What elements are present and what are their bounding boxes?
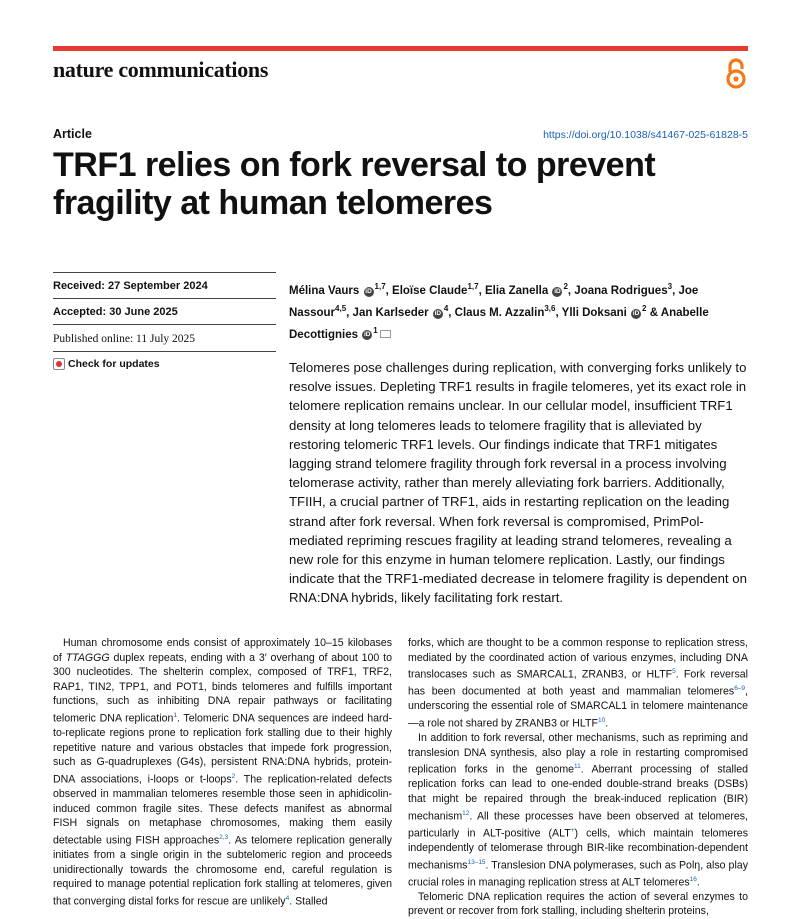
text-run: forks, which are thought to be a common response to replication stress, mediated by the coordinated action of various enzymes, including DNA translocases such as SMARCAL1, ZRANB3, or HLTF: [408, 637, 748, 681]
journal-name[interactable]: nature communications: [53, 57, 269, 82]
author-affiliation: 2: [642, 303, 647, 313]
author-name[interactable]: Jan Karlseder: [352, 306, 429, 319]
citation-ref[interactable]: 13–15: [467, 858, 486, 866]
citation-ref[interactable]: 2,3: [219, 833, 229, 841]
published-date: Published online: 11 July 2025: [53, 333, 196, 345]
author-affiliation: 4: [443, 303, 449, 313]
citation-ref[interactable]: 2: [231, 772, 236, 780]
text-run: . Aberrant processing of stalled replication forks can lead to one-ended double-strand breaks (DSBs) that might be repaired through the break-induced replication (BIR) mechanism: [408, 763, 748, 823]
text-run: Human chromosome ends consist of approximately 10–15 kilobases of: [53, 637, 392, 664]
text-run: . All these processes have been observed at telomeres, particularly in ALT-positive (ALT: [408, 810, 748, 840]
accepted-date: Accepted: 30 June 2025: [53, 306, 178, 318]
author-affiliation: 1: [373, 325, 378, 335]
body-paragraph: [408, 890, 748, 919]
citation-ref[interactable]: 10: [597, 717, 606, 725]
text-run: duplex repeats, ending with a 3′ overhang of about 100 to 300 nucleotides. The shelterin complex, composed of TRF1, TRF2, RAP1, TIN2, TPP1, and POT1, binds telomeres and fulfills important functions, such as inhibiting DNA repair pathways or facilitating telomeric DNA replication: [53, 651, 393, 725]
citation-ref[interactable]: 6–9: [734, 685, 746, 693]
orcid-icon[interactable]: iD: [434, 309, 442, 317]
author-affiliation: 2: [563, 282, 568, 291]
text-run: In addition to fork reversal, other mechanisms, such as repriming and translesion DNA synthesis, also play a role in restarting compromised replication forks in the genome: [408, 732, 748, 776]
citation-ref[interactable]: 4: [285, 894, 290, 902]
author-affiliation: 3,6: [544, 303, 556, 313]
author-name[interactable]: Elia Zanella: [484, 284, 549, 297]
text-run: . Stalled: [289, 895, 328, 908]
author-name[interactable]: Claus M. Azzalin: [454, 306, 545, 319]
author-affiliation: 1,7: [467, 282, 479, 291]
meta-divider: [53, 324, 276, 325]
italic-text: TTAGGG: [65, 651, 110, 664]
citation-ref[interactable]: +: [570, 826, 575, 834]
author-name[interactable]: Joana Rodrigues: [574, 284, 668, 297]
citation-ref[interactable]: 5: [672, 668, 676, 676]
orcid-icon[interactable]: iD: [365, 287, 372, 295]
body-paragraph: [53, 636, 392, 909]
text-run: . Telomeric DNA sequences are indeed hard-to-replicate regions prone to replication fork stalling due to their highly repetitive nature and various obstacles that impede fork progression, such as G-quadruplexes (G4s), persistent RNA:DNA hybrids, protein-DNA associations, i-loops or t-loops: [53, 712, 392, 786]
article-title: TRF1 relies on fork reversal to prevent fragility at human telomeres: [53, 146, 656, 222]
meta-divider: [53, 351, 276, 352]
text-run: Telomeric DNA replication requires the action of several enzymes to prevent or recover from fork stalling, including shelterin proteins,: [408, 890, 748, 918]
body-paragraph: [408, 636, 748, 731]
abstract: Telomeres pose challenges during replication, with converging forks unlikely to resolve issues. Depleting TRF1 results in fragile telomeres, yet its exact role in telomere replication remains unclear. In our cellular model, insufficient TRF1 density at long telomeres leads to telomere fragility that is alleviated by restoring telomeric TRF1 levels. Our findings indicate that TRF1 mitigates lagging strand telomere fragility through fork reversal in a process involving telomerase activity, rather than merely alleviating fork barriers. Additionally, TFIIH, a crucial partner of TRF1, aids in restarting replication on the leading strand after fork reversal. When fork reversal is compromised, PrimPol-mediated repriming rescues fragility at leading strand telomeres, revealing a new role for this enzyme in human telomere replication. Lastly, our findings indicate that the TRF1-mediated decrease in telomere fragility is dependent on RNA:DNA hybrids, likely facilitating fork restart.: [289, 360, 747, 606]
citation-ref[interactable]: 1: [173, 711, 178, 719]
citation-ref[interactable]: 12: [462, 809, 470, 817]
text-run: ) cells, which maintain telomeres independently of telomerase through BIR-like recombination-dependent mechanisms: [408, 827, 748, 872]
author-affiliation: 1,7: [374, 282, 386, 291]
check-updates-icon: [53, 358, 65, 370]
text-run: . The replication-related defects observed in mammalian telomeres resemble those seen in aphidicolin-induced common fragile sites. These defects manifest as abnormal FISH signals on metaphase chromosomes, making them easily detectable using FISH approaches: [53, 773, 392, 847]
text-run: . As telomere replication generally initiates from a single origin in the subtelomeric region and proceeds unidirectionally towards the chromosome end, careful regulation is required to manage potential replication fork stalling at telomeres, given that converging distal forks for rescue are unlikely: [53, 834, 392, 908]
text-run: .: [696, 876, 700, 889]
check-for-updates-button[interactable]: [53, 358, 160, 370]
author-name[interactable]: Mélina Vaurs: [289, 284, 360, 297]
text-run: . Fork reversal has been documented at both yeast and mammalian telomeres: [408, 668, 748, 698]
received-date: Received: 27 September 2024: [53, 280, 208, 292]
author-name[interactable]: Eloïse Claude: [392, 284, 468, 297]
citation-ref[interactable]: 16: [689, 875, 697, 883]
check-updates-label: Check for updates: [68, 358, 160, 370]
author-list: Mélina Vaurs iD$^{1,7}$, Eloïse Claude$^{1,7}$, Elia Zanella $iD^2$, Joana Rodrigues$^3$, Joe Nassour$^{4,5}$, Jan Karlseder $iD^4$, Claus M. Azzalin$^{3,6}$, Ylli Doksani $iD^2$ & Anabelle Decottignies $iD^1$: [289, 282, 709, 341]
body-paragraph: [408, 731, 748, 890]
author-name[interactable]: Ylli Doksani: [561, 306, 627, 319]
header-accent-bar: [53, 46, 748, 51]
meta-divider: [53, 272, 276, 273]
text-run: , underscoring the essential role of SMARCAL1 in telomere maintenance—a role not shared by ZRANB3 or HLTF: [408, 685, 748, 730]
author-affiliation: 3: [667, 282, 673, 291]
body-column-right: [408, 636, 748, 919]
author-name[interactable]: Joe Nassour: [289, 284, 699, 319]
orcid-icon[interactable]: iD: [363, 331, 371, 339]
email-icon[interactable]: [380, 330, 391, 338]
orcid-icon[interactable]: iD: [554, 287, 561, 295]
article-type: Article: [53, 127, 92, 141]
body-column-left: [53, 636, 392, 909]
doi-link[interactable]: https://doi.org/10.1038/s41467-025-61828-5: [543, 129, 748, 141]
meta-divider: [53, 298, 276, 299]
author-affiliation: 4,5: [335, 303, 347, 313]
open-access-icon[interactable]: [724, 58, 748, 90]
orcid-icon[interactable]: iD: [632, 309, 640, 317]
text-run: . Translesion DNA polymerases, such as Polη, also play crucial roles in managing replication stress at ALT telomeres: [408, 859, 748, 889]
text-run: .: [605, 717, 609, 730]
citation-ref[interactable]: 11: [574, 763, 581, 771]
author-name[interactable]: Anabelle Decottignies: [289, 306, 709, 341]
